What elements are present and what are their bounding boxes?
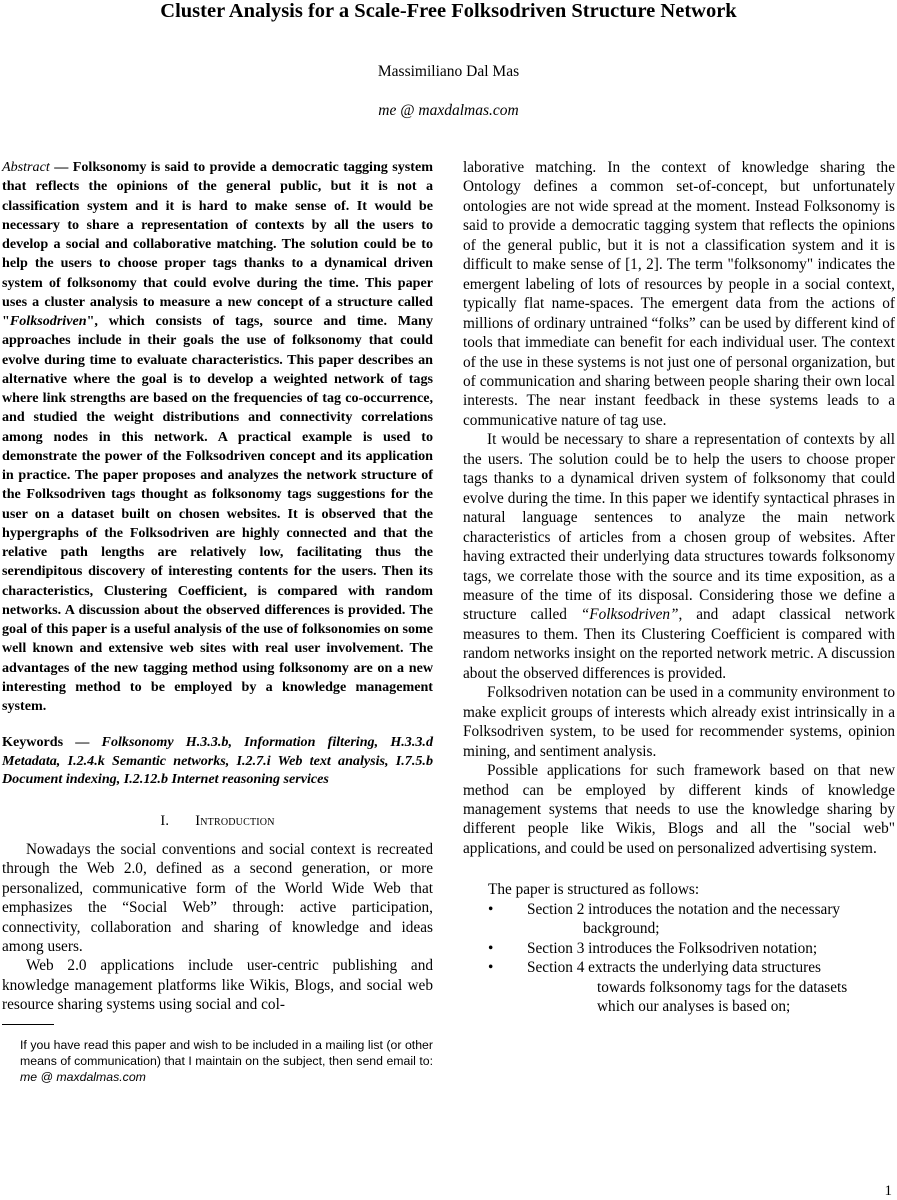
keywords-label: Keywords — [2, 734, 90, 751]
footnote-email: me @ maxdalmas.com [20, 1069, 146, 1084]
keywords-text: Folksonomy H.3.3.b, Information filtering, H.3.3.d Metadata, I.2.4.k Semantic networks, I.2.7.i Web text analysis, I.7.5.b Document indexing, I.2.12.b Internet reasoning services [2, 734, 433, 788]
bullet-icon: • [488, 900, 494, 918]
page-number: 1 [884, 1183, 892, 1199]
author-email: me @ maxdalmas.com [378, 102, 519, 119]
list-item-continuation: towards folksonomy tags for the datasets [597, 978, 848, 996]
list-item-text: Section 2 introduces the notation and the necessary [527, 900, 841, 918]
structure-list [463, 900, 895, 1017]
right-column [463, 158, 895, 1016]
author-name: Massimiliano Dal Mas [377, 63, 520, 80]
intro-paragraph-2: Web 2.0 applications include user-centric publishing and knowledge management platforms like Wikis, Blogs, and social web resource sharing systems using social and col- [2, 957, 433, 1014]
paper-title: Cluster Analysis for a Scale-Free Folksodriven Structure Network [160, 0, 737, 22]
footnote-text: If you have read this paper and wish to be included in a mailing list (or other means of communication) that I maintain on the subject, then send email to: [20, 1037, 433, 1068]
list-item [463, 958, 895, 1016]
list-item [463, 939, 895, 958]
section-heading-introduction [2, 813, 433, 830]
bullet-icon: • [488, 939, 494, 957]
right-paragraph-2-cont: , and adapt classical network measures to them. Then its Clustering Coefficient is compared with random networks insight on the reported network metric. A discussion about the observed differences is provided. [463, 606, 895, 682]
footnote [20, 1037, 433, 1085]
abstract-dash: — [49, 159, 73, 175]
list-item [463, 900, 895, 939]
keywords [2, 733, 433, 789]
left-column [2, 158, 433, 1085]
folksodriven-term: “Folksodriven” [580, 606, 679, 624]
list-item-text: Section 4 extracts the underlying data structures [527, 959, 821, 977]
list-item-text: Section 3 introduces the Folksodriven notation; [527, 939, 818, 957]
abstract-label: Abstract [2, 159, 50, 175]
right-paragraph-2 [463, 430, 895, 683]
abstract-text-cont: ", which consists of tags, source and time. Many approaches include in their goals the use of folksonomy that could evolve during time to evaluate characteristics. This paper describes an alternative where the goal is to develop a weighted network of tags where link strengths are based on the frequencies of tag co-occurrence, and studied the weight distributions and connectivity correlations among nodes in this network. A practical example is used to demonstrate the power of the Folksodriven concept and its application in practice. The paper proposes and analyzes the network structure of the Folksodriven tags thought as folksonomy tags suggestions for the user on a dataset built on chosen websites. It is observed that the hypergraphs of the Folksodriven are highly connected and that the relative path lengths are relatively low, facilitating thus the serendipitous discovery of interesting contents for the users. Then its characteristics, Clustering Coefficient, is compared with random networks. A discussion about the observed differences is provided. The goal of this paper is a useful analysis of the use of folksonomies on some well known and extensive web sites with real user involvement. The advantages of the new tagging method using folksonomy are on a new interesting method to be employed by a knowledge management system. [2, 313, 433, 714]
section-title: Introduction [195, 812, 275, 829]
footnote-divider [2, 1024, 54, 1025]
right-paragraph-4: Possible applications for such framework based on that new method can be employed by different kinds of knowledge management systems that needs to use the knowledge sharing by different people like Wikis, Blogs and all the "social web" applications, and could be used on personalized advertising system. [463, 762, 895, 857]
section-number: I. [160, 812, 170, 829]
intro-paragraph-1: Nowadays the social conventions and social context is recreated through the Web 2.0, defined as a second generation, or more personalized, communicative form of the World Wide Web that emphasizes the “Social Web” through: active participation, connectivity, collaboration and sharing of knowledge and ideas among users. [2, 840, 433, 956]
abstract-term: Folksodriven [9, 313, 87, 329]
list-item-continuation: background; [583, 920, 660, 938]
bullet-icon: • [488, 959, 494, 977]
list-item-continuation: which our analyses is based on; [597, 998, 791, 1016]
right-paragraph-2-text: It would be necessary to share a representation of contexts by all the users. The solution could be to help the users to choose proper tags thanks to a dynamical driven system of folksonomy that could evolve during the time. In this paper we identify syntactical phrases in natural language sentences to analyze the main network characteristics of articles from a chosen group of websites. After having extracted their underlying data structures towards folksonomy tags, we correlate those with the source and its time exposition, as a measure of the time of its disposal. Considering those we define a structure called [463, 431, 895, 624]
abstract [2, 158, 433, 716]
right-paragraph-1: laborative matching. In the context of knowledge sharing the Ontology defines a common set-of-concept, but unfortunately ontologies are not wide spread at the moment. Instead Folksonomy is said to provide a democratic tagging system that reflects the opinions of the general public, but it is not a classification system and it is difficult to make sense of [1, 2]. The term "folksonomy" indicates the emergent labeling of lots of resources by people in a social context, typically flat name-spaces. The emergent data from the actions of millions of ordinary untrained “folks” can be used by different kind of tools that immediate can benefit for each individual user. The context of the use in these systems is not just one of personal organization, but of communication and sharing between people sharing their own local interests. The near instant feedback in these systems leads to a communicative nature of tag use. [463, 159, 895, 429]
abstract-text: Folksonomy is said to provide a democratic tagging system that reflects the opinions of the general public, but it is not a classification system and it is hard to make sense of. It would be necessary to share a representation of contexts by all the users to develop a social and collaborative matching. The solution could be to help the users to choose proper tags thanks to a dynamical driven system of folksonomy that could evolve during the time. This paper uses a cluster analysis to measure a new concept of a structure called " [2, 159, 433, 329]
structure-intro: The paper is structured as follows: [488, 881, 700, 899]
right-paragraph-3: Folksodriven notation can be used in a community environment to make explicit groups of interests which already exist intrinsically in a Folksodriven system, to be used for recommender systems, opinion mining, and sentiment analysis. [463, 684, 895, 760]
